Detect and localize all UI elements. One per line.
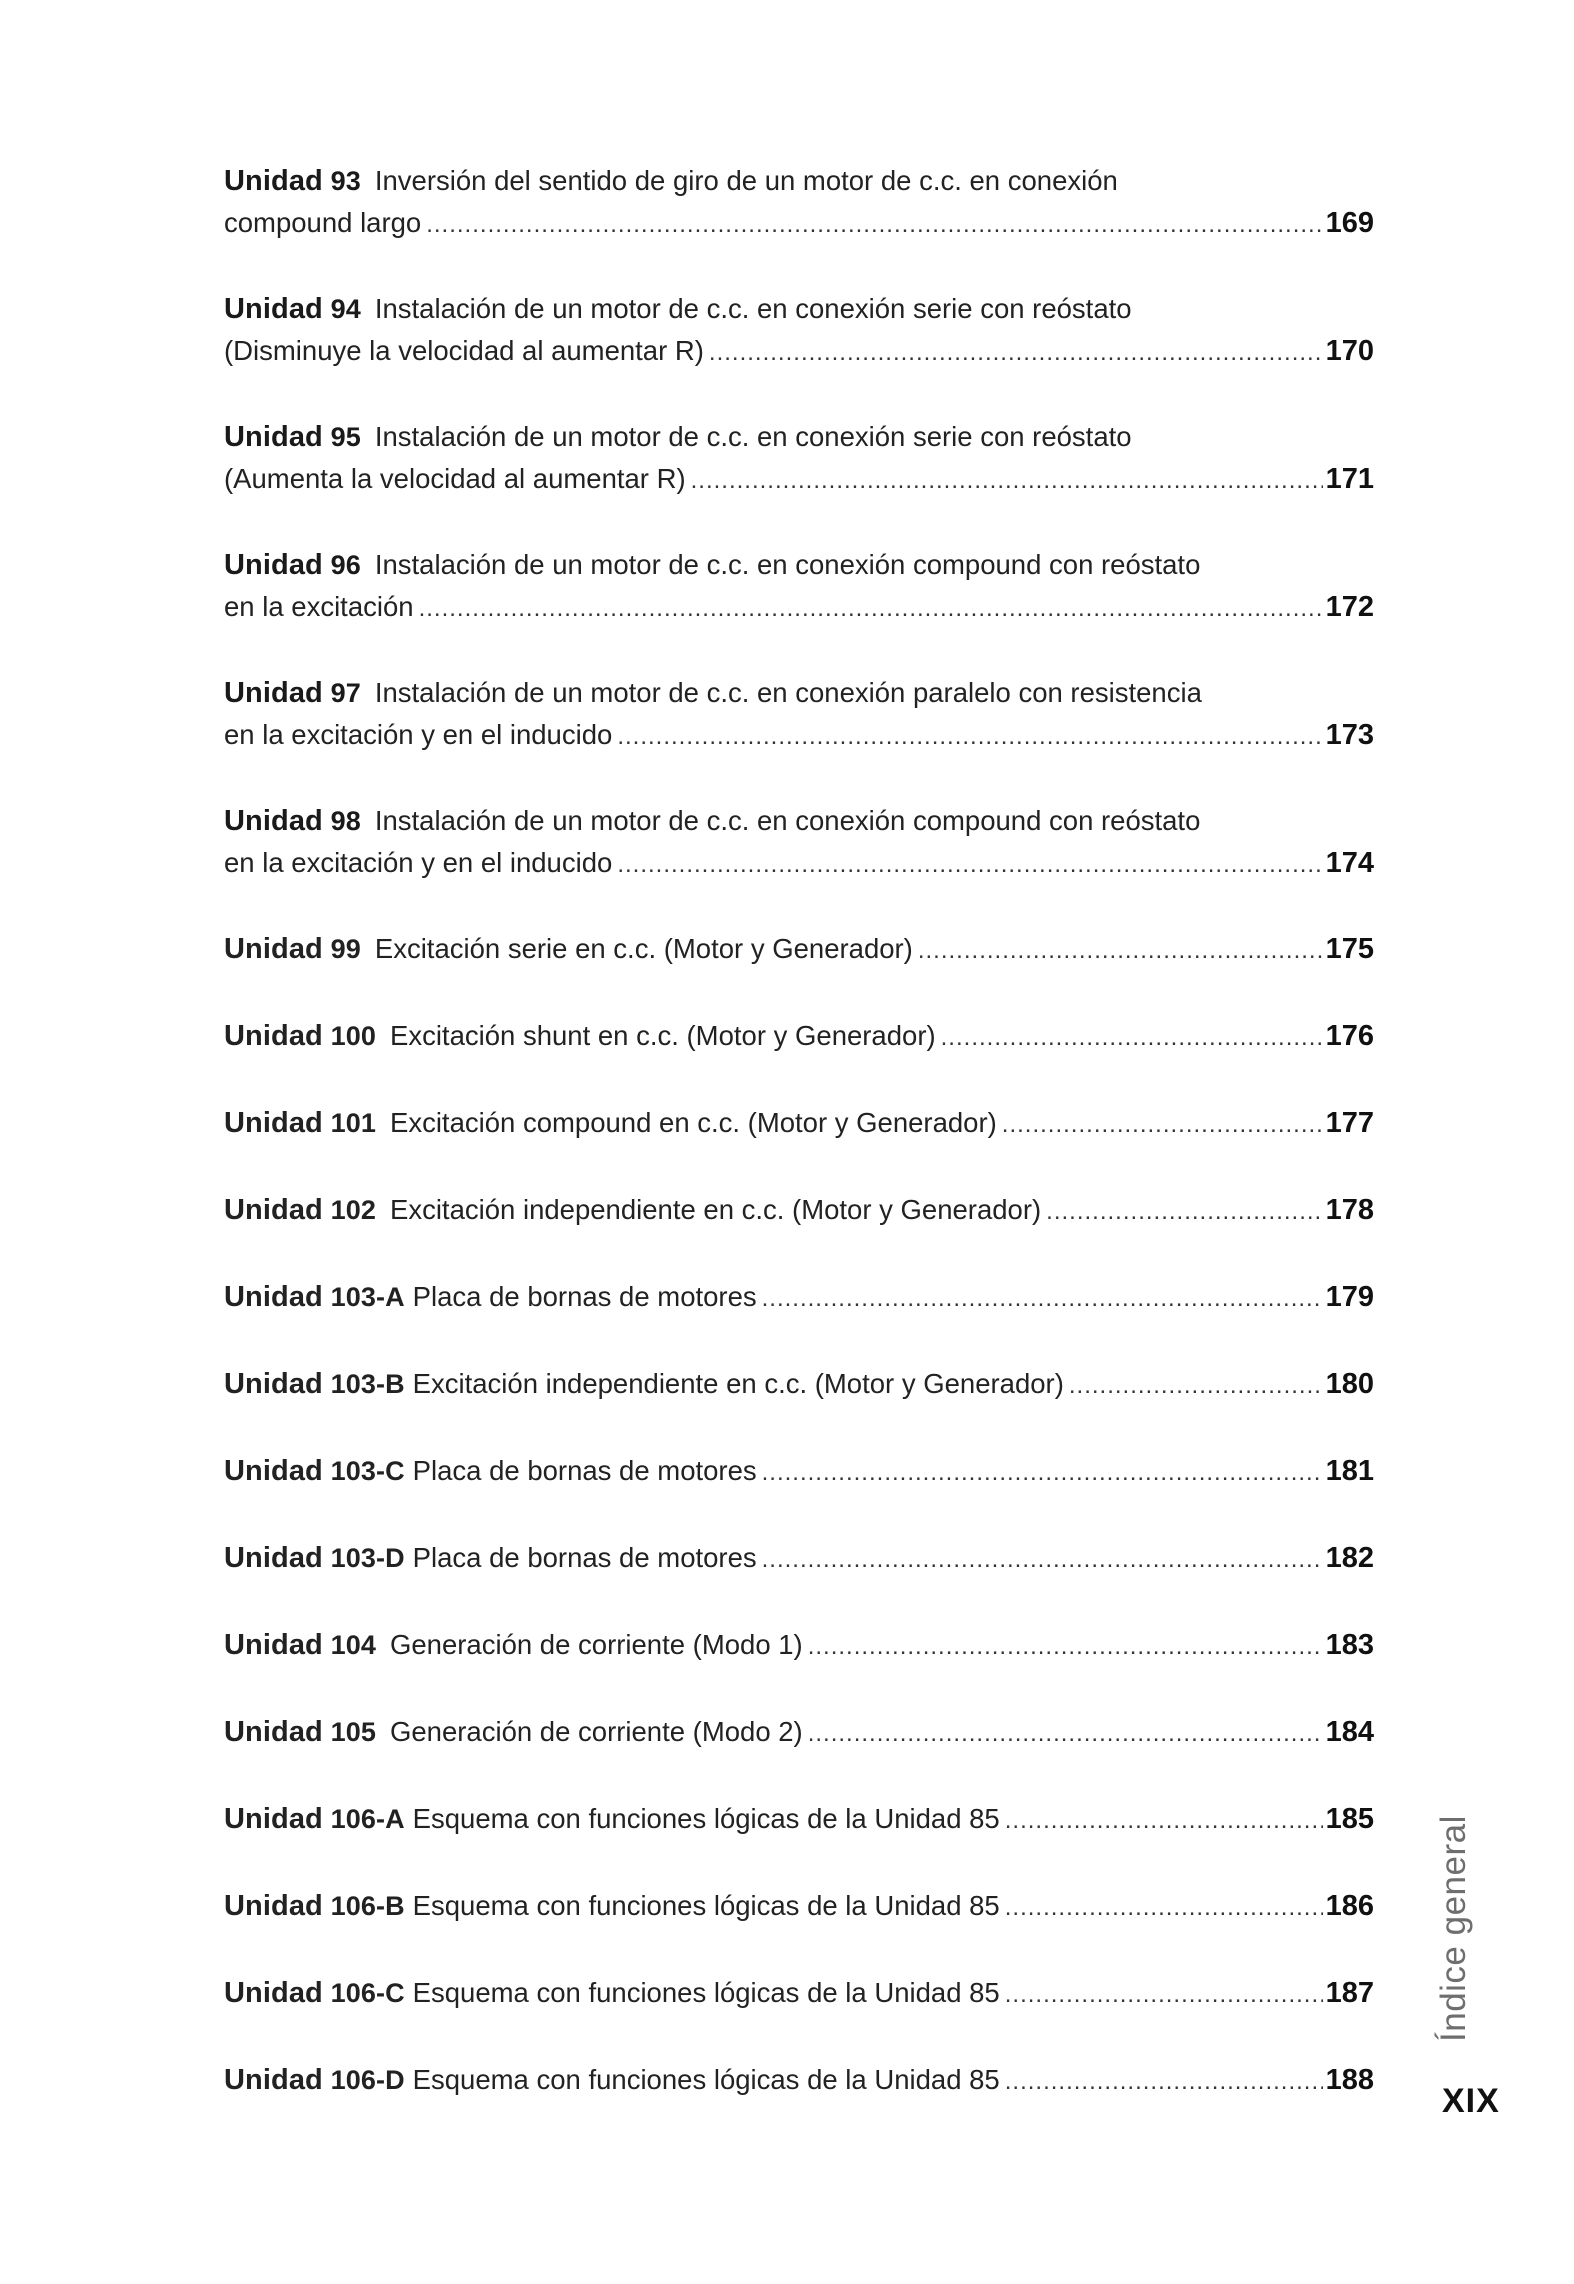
toc-entry[interactable] (224, 1102, 1374, 1145)
dot-leader (941, 1017, 1323, 1058)
toc-entry-leader-line (224, 586, 1374, 629)
entry-title-line-2: (Aumenta la velocidad al aumentar R) (224, 463, 686, 494)
toc-entry[interactable] (224, 800, 1374, 885)
unit-label: Unidad 104 (224, 1629, 376, 1661)
dot-leader (1005, 1974, 1323, 2015)
page-number: 179 (1325, 1281, 1374, 1313)
unit-label: Unidad 106-D (224, 2064, 405, 2096)
toc-entry-leader-line (224, 202, 1374, 245)
dot-leader (1005, 2061, 1323, 2102)
entry-title: Excitación compound en c.c. (Motor y Generador) (389, 1107, 997, 1138)
entry-title: Esquema con funciones lógicas de la Unidad 85 (412, 2064, 1000, 2095)
unit-label: Unidad 97 (224, 677, 361, 709)
page-number: 184 (1325, 1716, 1374, 1748)
page-number: 170 (1325, 335, 1374, 367)
unit-label: Unidad 103-C (224, 1455, 405, 1487)
unit-label: Unidad 105 (224, 1716, 376, 1748)
dot-leader (808, 1626, 1323, 1667)
dot-leader (426, 204, 1322, 245)
dot-leader (762, 1278, 1323, 1319)
entry-title-line-2: compound largo (224, 207, 422, 238)
entry-title: Excitación serie en c.c. (Motor y Generador) (374, 933, 913, 964)
page-number: 177 (1325, 1107, 1374, 1139)
toc-entry[interactable] (224, 160, 1374, 245)
toc-entry[interactable] (224, 1015, 1374, 1058)
entry-title: Excitación independiente en c.c. (Motor y Generador) (389, 1194, 1042, 1225)
dot-leader (808, 1713, 1323, 1754)
entry-title: Generación de corriente (Modo 1) (389, 1629, 803, 1660)
toc-entry-leader-line (224, 330, 1374, 373)
toc-entry-leader-line (224, 1711, 1374, 1754)
toc-entry-leader-line (224, 1450, 1374, 1493)
dot-leader (762, 1539, 1323, 1580)
page-number: 176 (1325, 1020, 1374, 1052)
entry-title: Esquema con funciones lógicas de la Unidad 85 (412, 1977, 1000, 2008)
page-number: 178 (1325, 1194, 1374, 1226)
page-number: 173 (1325, 719, 1374, 751)
entry-title: Esquema con funciones lógicas de la Unidad 85 (412, 1890, 1000, 1921)
toc-entry[interactable] (224, 1624, 1374, 1667)
entry-title-line-1: Instalación de un motor de c.c. en conexión compound con reóstato (374, 805, 1201, 836)
toc-entry[interactable] (224, 1537, 1374, 1580)
entry-title-line-2: en la excitación (224, 591, 414, 622)
toc-entry-leader-line (224, 714, 1374, 757)
page-number: 180 (1325, 1368, 1374, 1400)
toc-entry-leader-line (224, 928, 1374, 971)
toc-entry-heading (224, 160, 1374, 202)
entry-title-line-1: Instalación de un motor de c.c. en conexión compound con reóstato (374, 549, 1201, 580)
page-number: 183 (1325, 1629, 1374, 1661)
unit-label: Unidad 106-C (224, 1977, 405, 2009)
entry-title: Placa de bornas de motores (412, 1455, 757, 1486)
toc-entry[interactable] (224, 1363, 1374, 1406)
unit-label: Unidad 106-A (224, 1803, 405, 1835)
toc-entry[interactable] (224, 2059, 1374, 2102)
toc-entry[interactable] (224, 1798, 1374, 1841)
dot-leader (1002, 1104, 1323, 1145)
page-number: 174 (1325, 847, 1374, 879)
entry-title: Placa de bornas de motores (412, 1281, 757, 1312)
entry-title-line-2: en la excitación y en el inducido (224, 719, 613, 750)
toc-entry[interactable] (224, 1972, 1374, 2015)
unit-label: Unidad 93 (224, 165, 361, 197)
toc-entry[interactable] (224, 416, 1374, 501)
entry-title-line-2: en la excitación y en el inducido (224, 847, 613, 878)
page-number: 181 (1325, 1455, 1374, 1487)
dot-leader (617, 716, 1322, 757)
toc-entry-leader-line (224, 458, 1374, 501)
page-folio: XIX (1442, 2082, 1500, 2120)
toc-entry[interactable] (224, 1450, 1374, 1493)
page-number: 172 (1325, 591, 1374, 623)
toc-entry[interactable] (224, 672, 1374, 757)
toc-entry[interactable] (224, 1189, 1374, 1232)
page-number: 188 (1325, 2064, 1374, 2096)
page-number: 175 (1325, 933, 1374, 965)
dot-leader (419, 588, 1323, 629)
toc-entry-leader-line (224, 1537, 1374, 1580)
entry-title-line-2: (Disminuye la velocidad al aumentar R) (224, 335, 704, 366)
unit-label: Unidad 102 (224, 1194, 376, 1226)
side-section-title-text: Índice general (1434, 1815, 1473, 2042)
toc-entry[interactable] (224, 544, 1374, 629)
side-section-title (1426, 1815, 1486, 2042)
dot-leader (762, 1452, 1323, 1493)
unit-label: Unidad 103-D (224, 1542, 405, 1574)
entry-title-line-1: Instalación de un motor de c.c. en conexión paralelo con resistencia (374, 677, 1202, 708)
toc-entry-leader-line (224, 1102, 1374, 1145)
page-number: 169 (1325, 207, 1374, 239)
page-number: 187 (1325, 1977, 1374, 2009)
page-number: 182 (1325, 1542, 1374, 1574)
toc-entry-heading (224, 800, 1374, 842)
entry-title-line-1: Inversión del sentido de giro de un motor de c.c. en conexión (374, 165, 1118, 196)
toc-entry-leader-line (224, 2059, 1374, 2102)
entry-title-line-1: Instalación de un motor de c.c. en conexión serie con reóstato (374, 421, 1132, 452)
toc-entry[interactable] (224, 288, 1374, 373)
page-number: 186 (1325, 1890, 1374, 1922)
entry-title-line-1: Instalación de un motor de c.c. en conexión serie con reóstato (374, 293, 1132, 324)
unit-label: Unidad 103-B (224, 1368, 405, 1400)
toc-entry-heading (224, 544, 1374, 586)
dot-leader (709, 332, 1323, 373)
dot-leader (617, 844, 1322, 885)
unit-label: Unidad 100 (224, 1020, 376, 1052)
entry-title: Excitación shunt en c.c. (Motor y Generador) (389, 1020, 936, 1051)
unit-label: Unidad 95 (224, 421, 361, 453)
toc-entry-leader-line (224, 1015, 1374, 1058)
toc-entry[interactable] (224, 1276, 1374, 1319)
dot-leader (918, 930, 1323, 971)
page-number: 185 (1325, 1803, 1374, 1835)
toc-entry[interactable] (224, 1885, 1374, 1928)
unit-label: Unidad 106-B (224, 1890, 405, 1922)
toc-entry-leader-line (224, 1885, 1374, 1928)
dot-leader (691, 460, 1323, 501)
toc-entry-leader-line (224, 1972, 1374, 2015)
unit-label: Unidad 96 (224, 549, 361, 581)
entry-title: Esquema con funciones lógicas de la Unidad 85 (412, 1803, 1000, 1834)
page-number: 171 (1325, 463, 1374, 495)
entry-title: Placa de bornas de motores (412, 1542, 757, 1573)
toc-entry-leader-line (224, 1276, 1374, 1319)
toc-entry-heading (224, 672, 1374, 714)
toc-entry-leader-line (224, 1798, 1374, 1841)
entry-title: Excitación independiente en c.c. (Motor y Generador) (412, 1368, 1064, 1399)
unit-label: Unidad 98 (224, 805, 361, 837)
dot-leader (1069, 1365, 1323, 1406)
unit-label: Unidad 94 (224, 293, 361, 325)
toc-entry[interactable] (224, 928, 1374, 971)
toc-entry[interactable] (224, 1711, 1374, 1754)
toc-entry-leader-line (224, 1624, 1374, 1667)
unit-label: Unidad 101 (224, 1107, 376, 1139)
toc-entry-leader-line (224, 1189, 1374, 1232)
toc-entry-leader-line (224, 1363, 1374, 1406)
toc-entry-heading (224, 416, 1374, 458)
toc-entry-heading (224, 288, 1374, 330)
toc-entry-leader-line (224, 842, 1374, 885)
unit-label: Unidad 99 (224, 933, 361, 965)
unit-label: Unidad 103-A (224, 1281, 405, 1313)
dot-leader (1005, 1800, 1323, 1841)
dot-leader (1005, 1887, 1323, 1928)
entry-title: Generación de corriente (Modo 2) (389, 1716, 803, 1747)
table-of-contents (224, 160, 1374, 2146)
dot-leader (1046, 1191, 1322, 1232)
